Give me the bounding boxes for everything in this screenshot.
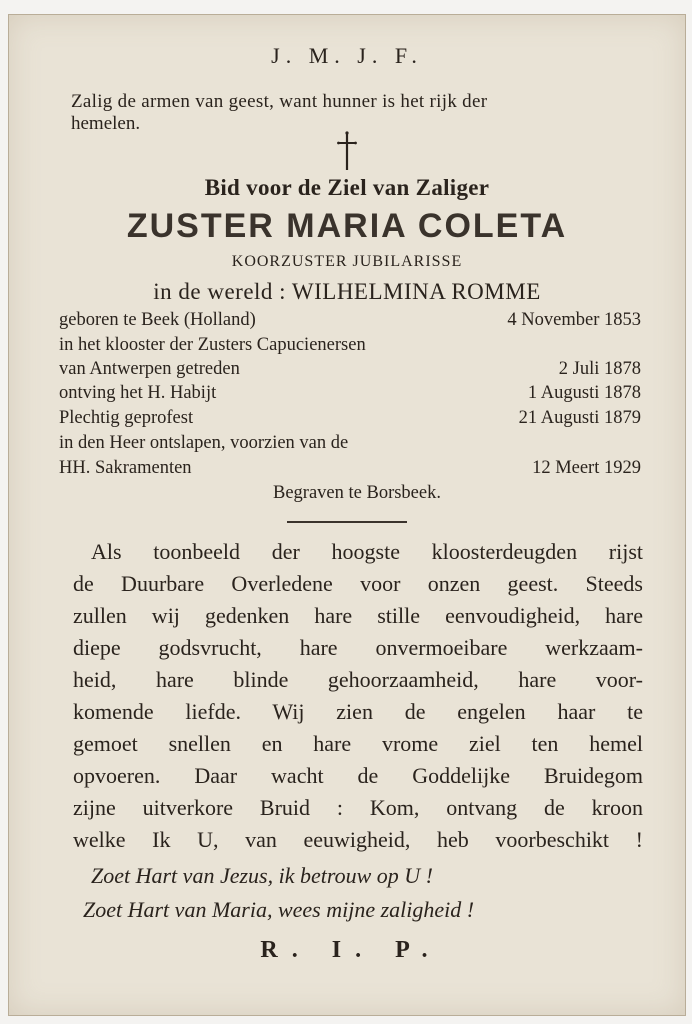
timeline-date: 12 Meert 1929 — [532, 458, 641, 478]
deceased-name: ZUSTER MARIA COLETA — [126, 207, 568, 245]
eulogy-line: opvoeren. Daar wacht de Goddelijke Bruidegom — [73, 763, 643, 788]
timeline-label: in den Heer ontslapen, voorzien van de — [59, 433, 349, 453]
timeline-label: ontving het H. Habijt — [59, 383, 217, 403]
timeline-label: in het klooster der Zusters Capucienersen — [59, 335, 366, 355]
prayer-line: Zoet Hart van Maria, wees mijne zaligheid ! — [83, 897, 475, 922]
eulogy-line: Als toonbeeld der hoogste kloosterdeugden rijst — [91, 539, 643, 564]
cross-icon — [9, 131, 685, 171]
eulogy-line: gemoet snellen en hare vrome ziel ten hemel — [73, 731, 643, 756]
rip-closing: R. I. P. — [260, 937, 442, 963]
prayer-request: Bid voor de Ziel van Zaliger — [204, 175, 490, 200]
eulogy-line: zullen wij gedenken hare stille eenvoudigheid, hare — [73, 603, 643, 628]
beatitude-line-1: Zalig de armen van geest, want hunner is het rijk der — [71, 91, 488, 112]
timeline-label: geboren te Beek (Holland) — [59, 310, 256, 330]
timeline-label: Plechtig geprofest — [59, 408, 194, 428]
eulogy-line: welke Ik U, van eeuwigheid, heb voorbeschikt ! — [73, 827, 643, 852]
eulogy-line: zijne uitverkore Bruid : Kom, ontvang de kroon — [73, 795, 643, 820]
divider — [287, 521, 407, 523]
prayer-line: Zoet Hart van Jezus, ik betrouw op U ! — [91, 863, 433, 888]
eulogy-line: diepe godsvrucht, hare onvermoeibare werkzaam- — [73, 635, 643, 660]
beatitude-line-2: hemelen. — [71, 113, 141, 134]
timeline-date: 21 Augusti 1879 — [518, 408, 641, 428]
timeline-label: van Antwerpen getreden — [59, 359, 240, 379]
timeline-date: 1 Augusti 1878 — [527, 383, 641, 403]
timeline-date: 4 November 1853 — [507, 310, 641, 330]
eulogy-line: komende liefde. Wij zien de engelen haar te — [73, 699, 643, 724]
eulogy-line: heid, hare blinde gehoorzaamheid, hare voor- — [73, 667, 643, 692]
worldly-name: in de wereld : WILHELMINA ROMME — [153, 279, 541, 304]
timeline-label: HH. Sakramenten — [59, 458, 192, 478]
burial-place: Begraven te Borsbeek. — [273, 483, 441, 503]
memorial-card — [8, 14, 686, 1016]
header-initials: J. M. J. F. — [271, 43, 423, 68]
eulogy-line: de Duurbare Overledene voor onzen geest. Steeds — [73, 571, 643, 596]
timeline-date: 2 Juli 1878 — [558, 359, 641, 379]
deceased-title: KOORZUSTER JUBILARISSE — [231, 253, 463, 270]
